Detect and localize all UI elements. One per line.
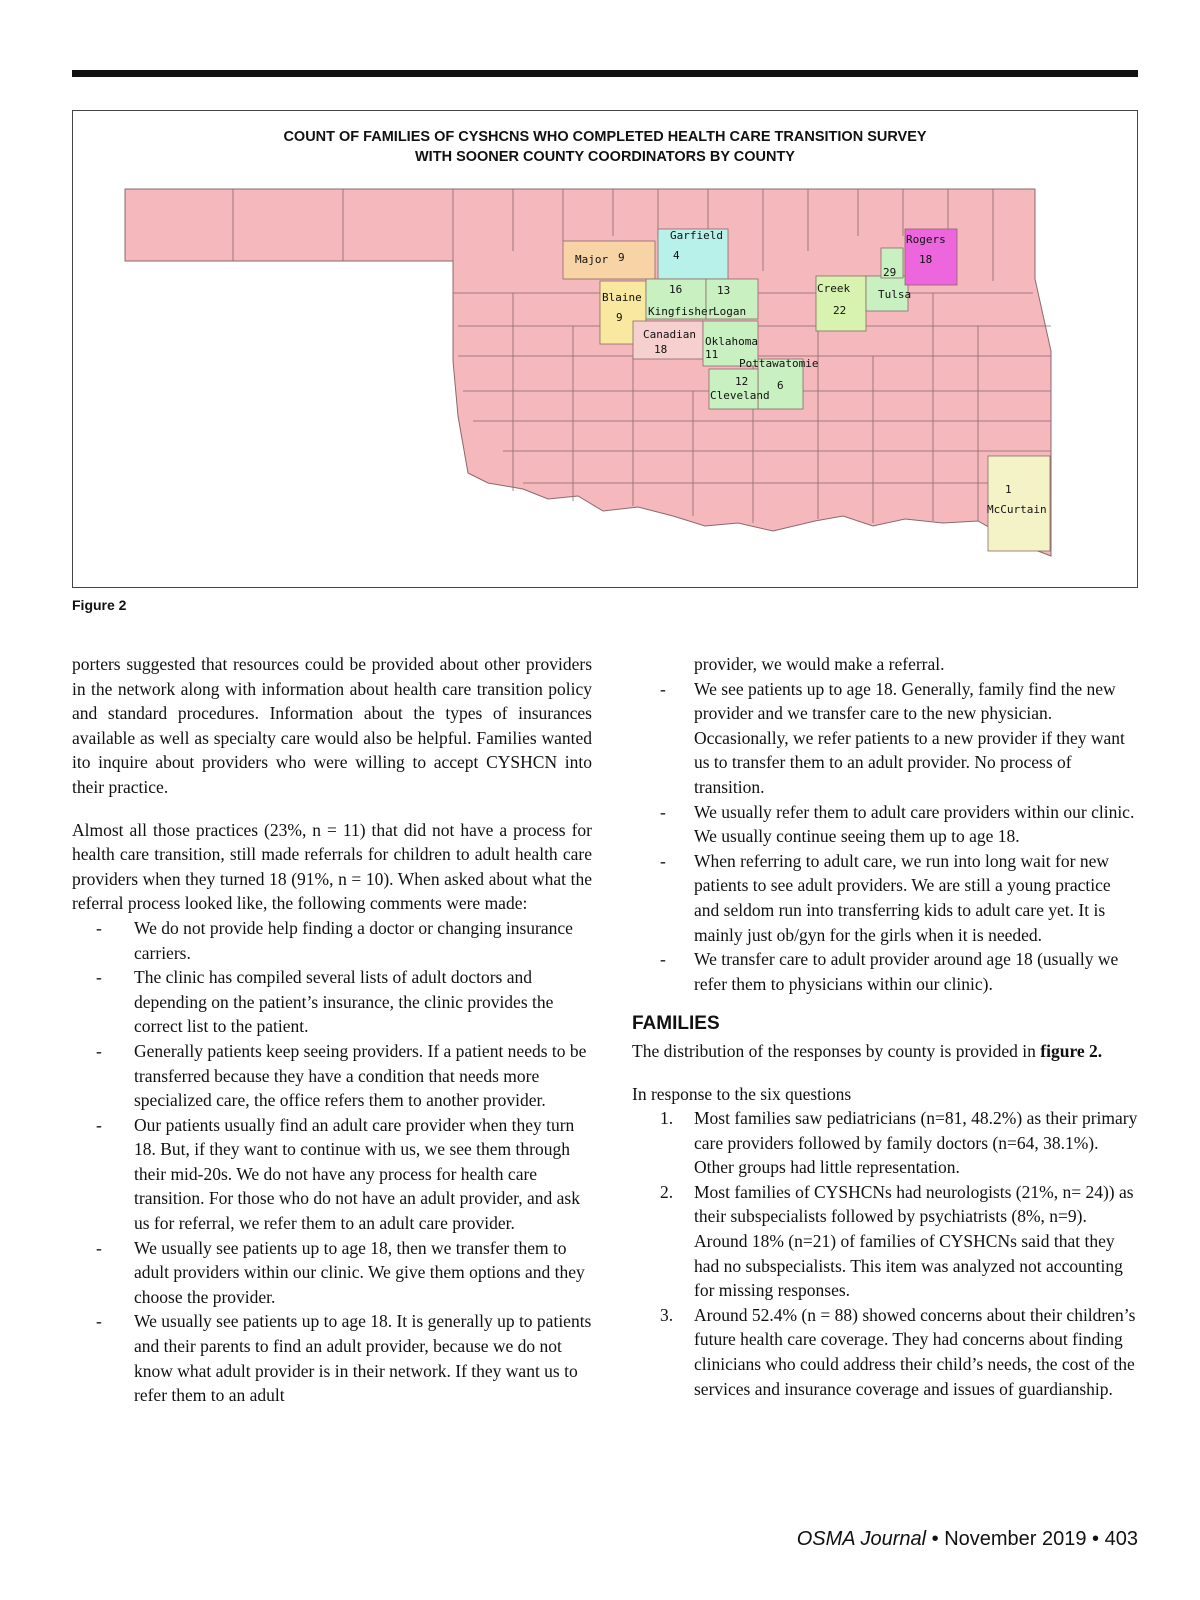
list-item xyxy=(632,1106,1140,1180)
comment-list xyxy=(632,677,1140,997)
questions-intro: In response to the six questions xyxy=(632,1083,852,1104)
paragraph xyxy=(632,1039,1140,1064)
label-cleveland-name: Cleveland xyxy=(710,389,770,402)
figure-caption: Figure 2 xyxy=(72,597,127,613)
label-canadian-count: 18 xyxy=(654,343,668,356)
list-item: - We usually see patients up to age 18, then we transfer them to adult providers within our clinic. We give them options and they choose the provider. xyxy=(72,1236,592,1310)
figure-reference: figure 2. xyxy=(1040,1040,1103,1061)
list-item: - Our patients usually find an adult care provider when they turn 18. But, if they want to continue with us, we see them through their mid-20s. We do not have any process for health care transition. For those who do not have an adult provider, and ask us for referral, we refer them to an adult care provider. xyxy=(72,1113,592,1236)
item-text: Around 52.4% (n = 88) showed concerns about their children’s future health care coverage. They had concerns about finding clinicians who could address their child’s needs, the cost of the services and insurance coverage and issues of guardianship. xyxy=(694,1304,1136,1399)
label-rogers-name: Rogers xyxy=(906,233,946,246)
page-number: 403 xyxy=(1104,1528,1138,1550)
label-mccurtain-name: McCurtain xyxy=(987,503,1047,516)
list-item xyxy=(632,1303,1140,1401)
families-text: The distribution of the responses by county is provided in xyxy=(632,1040,1041,1061)
list-item: - The clinic has compiled several lists of adult doctors and depending on the patient’s insurance, the clinic provides the correct list to the patient. xyxy=(72,965,592,1039)
issue-date: November 2019 xyxy=(944,1528,1087,1550)
right-column xyxy=(632,652,1140,1401)
label-major-name: Major xyxy=(575,253,609,266)
list-item: - We do not provide help finding a doctor or changing insurance carriers. xyxy=(72,916,592,965)
list-item: - We transfer care to adult provider around age 18 (usually we refer them to physicians within our clinic). xyxy=(632,947,1140,996)
figure-map xyxy=(72,110,1138,588)
label-blaine-count: 9 xyxy=(616,311,623,324)
label-kingfisher-count: 16 xyxy=(669,283,683,296)
label-logan-name: Logan xyxy=(713,305,747,318)
list-continuation: provider, we would make a referral. xyxy=(694,654,945,674)
figure-title-line-2: WITH SOONER COUNTY COORDINATORS BY COUNTY xyxy=(415,149,795,165)
list-item: - When referring to adult care, we run into long wait for new patients to see adult providers. We are still a young practice and seldom run into transferring kids to adult care yet. It is mainly just ob/gyn for the girls when it is needed. xyxy=(632,849,1140,947)
item-number: 2. xyxy=(660,1181,674,1202)
label-garfield-count: 4 xyxy=(673,249,680,262)
label-logan-count: 13 xyxy=(717,284,731,297)
label-oklahoma-count: 11 xyxy=(705,348,719,361)
paragraph: Almost all those practices (23%, n = 11) that did not have a process for health care transition, still made referrals for children to adult health care providers when they turned 18 (91%, n = 10). When asked about what the referral process looked like, the following comments were made: xyxy=(72,819,592,914)
footer-separator: • xyxy=(1086,1528,1105,1550)
journal-name: OSMA Journal xyxy=(796,1528,927,1550)
list-item: - Generally patients keep seeing providers. If a patient needs to be transferred because they have a condition that needs more specialized care, the office refers them to another provider. xyxy=(72,1039,592,1113)
page-footer xyxy=(797,1528,1138,1551)
item-text: Most families of CYSHCNs had neurologists (21%, n= 24)) as their subspecialists followed by psychiatrists (8%, n=9). Around 18% (n=21) of families of CYSHCNs said that they had no subspecialists. This item was analyzed not accounting for missing responses. xyxy=(694,1181,1134,1301)
label-blaine-name: Blaine xyxy=(602,291,642,304)
section-heading: FAMILIES xyxy=(632,1013,720,1035)
label-mccurtain-count: 1 xyxy=(1005,483,1012,496)
label-tulsa-count: 29 xyxy=(883,266,897,279)
findings-list xyxy=(632,1106,1140,1401)
label-major-count: 9 xyxy=(618,251,625,264)
item-text: Most families saw pediatricians (n=81, 48.2%) as their primary care providers followed by family doctors (n=64, 38.1%). Other groups had little representation. xyxy=(694,1108,1138,1178)
label-creek-name: Creek xyxy=(817,282,851,295)
figure-title-line-1: COUNT OF FAMILIES OF CYSHCNS WHO COMPLETED HEALTH CARE TRANSITION SURVEY xyxy=(283,129,927,145)
label-canadian-name: Canadian xyxy=(643,328,696,341)
oklahoma-county-map xyxy=(73,111,1139,589)
paragraph: porters suggested that resources could be provided about other providers in the network along with information about health care transition policy and standard procedures. Information about the types of insurances available as well as specialty care would also be helpful. Families wanted ito inquire about providers who were willing to accept CYSHCN into their practice. xyxy=(72,654,592,797)
list-item: - We usually see patients up to age 18. It is generally up to patients and their parents to find an adult provider, because we do not know what adult provider is in their network. If they want us to refer them to an adult xyxy=(72,1309,592,1407)
left-column xyxy=(72,652,592,1408)
label-oklahoma-name: Oklahoma xyxy=(705,335,758,348)
label-cleveland-count: 12 xyxy=(735,375,749,388)
label-kingfisher-name: Kingfisher xyxy=(648,305,715,318)
label-pottawatomie-count: 6 xyxy=(777,379,784,392)
comment-list xyxy=(72,916,592,1408)
list-item xyxy=(632,1180,1140,1303)
item-number: 3. xyxy=(660,1304,674,1325)
label-creek-count: 22 xyxy=(833,304,847,317)
item-number: 1. xyxy=(660,1108,674,1129)
list-item: - We see patients up to age 18. Generally, family find the new provider and we transfer care to the new physician. Occasionally, we refer patients to a new provider if they want us to transfer them to an adult provider. No process of transition. xyxy=(632,677,1140,800)
list-item: - We usually refer them to adult care providers within our clinic. We usually continue seeing them up to age 18. xyxy=(632,800,1140,849)
top-rule xyxy=(72,70,1138,77)
label-pottawatomie-name: Pottawatomie xyxy=(739,357,819,370)
label-rogers-count: 18 xyxy=(919,253,933,266)
label-garfield-name: Garfield xyxy=(670,229,723,242)
footer-separator: • xyxy=(926,1528,945,1550)
label-tulsa-name: Tulsa xyxy=(878,288,912,301)
